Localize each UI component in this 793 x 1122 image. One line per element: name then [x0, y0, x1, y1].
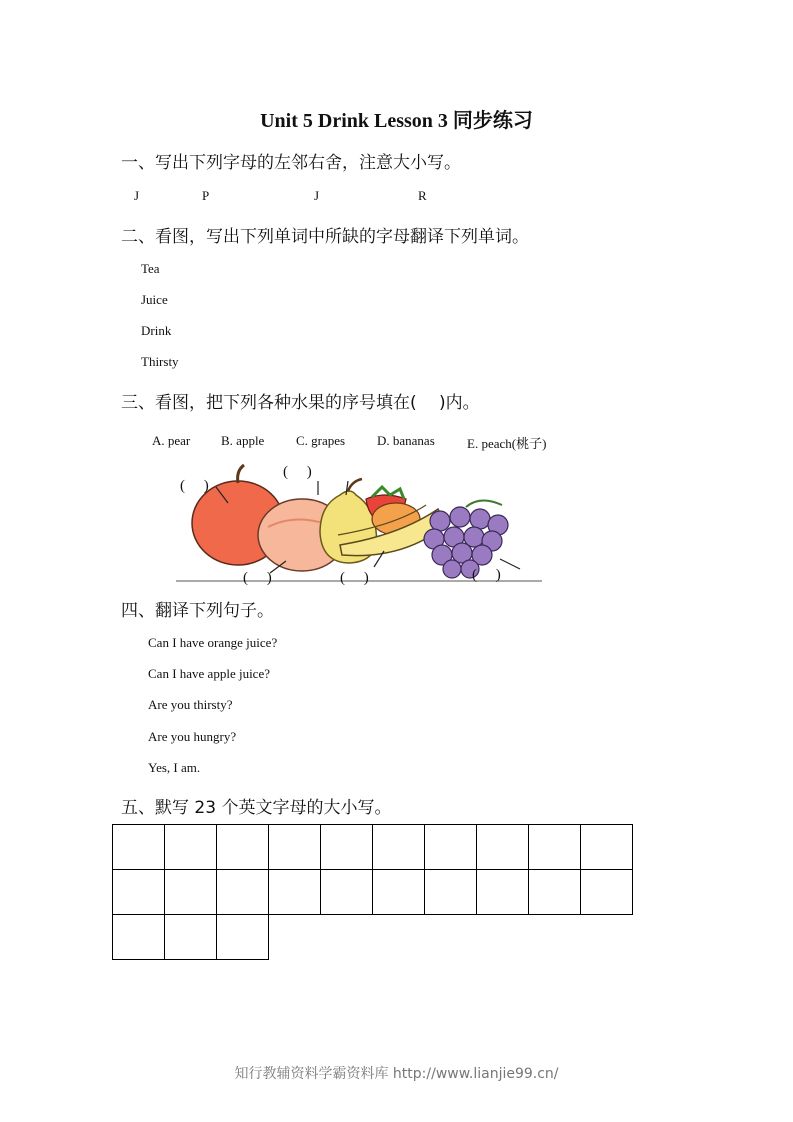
- blank-apple[interactable]: ( ): [180, 478, 209, 494]
- letter-grid: [112, 824, 633, 960]
- sentence-3: Are you thirsty?: [148, 697, 233, 712]
- section1-heading: 一、写出下列字母的左邻右舍，注意大小写。: [121, 153, 461, 173]
- grid-cell[interactable]: [165, 915, 217, 960]
- grid-cell[interactable]: [217, 915, 269, 960]
- grid-cell[interactable]: [217, 870, 269, 915]
- letter-3: J: [314, 188, 320, 203]
- grid-cell[interactable]: [113, 915, 165, 960]
- option-d: D. bananas: [377, 433, 435, 448]
- footer-watermark: 知行教辅资料学霸资料库 http://www.lianjie99.cn/: [234, 1066, 559, 1082]
- sentence-2: Can I have apple juice?: [148, 666, 270, 681]
- grid-cell[interactable]: [269, 825, 321, 870]
- blank-grapes[interactable]: ( ): [472, 567, 501, 583]
- grid-cell[interactable]: [477, 870, 529, 915]
- grid-cell[interactable]: [477, 825, 529, 870]
- letter-2: P: [202, 188, 210, 203]
- grid-cell[interactable]: [269, 870, 321, 915]
- option-b: B. apple: [221, 433, 265, 448]
- word-2: Juice: [141, 292, 168, 307]
- word-3: Drink: [141, 323, 172, 338]
- grid-cell[interactable]: [217, 825, 269, 870]
- section4-heading: 四、翻译下列句子。: [121, 601, 274, 621]
- grid-cell[interactable]: [581, 870, 633, 915]
- sentence-5: Yes, I am.: [148, 760, 201, 775]
- grid-cell[interactable]: [425, 825, 477, 870]
- grid-cell[interactable]: [529, 870, 581, 915]
- word-1: Tea: [141, 261, 160, 276]
- letter-1: J: [134, 188, 140, 203]
- section5-heading: 五、默写 23 个英文字母的大小写。: [121, 798, 392, 818]
- word-4: Thirsty: [141, 354, 179, 369]
- section2-heading: 二、看图，写出下列单词中所缺的字母翻译下列单词。: [121, 227, 529, 247]
- grid-cell[interactable]: [373, 825, 425, 870]
- apple-stem: [238, 465, 244, 483]
- grid-cell[interactable]: [373, 870, 425, 915]
- option-c: C. grapes: [296, 433, 346, 448]
- grid-cell[interactable]: [321, 825, 373, 870]
- grid-cell[interactable]: [529, 825, 581, 870]
- option-e: E. peach(桃子): [467, 436, 547, 451]
- grid-cell[interactable]: [581, 825, 633, 870]
- page-title: Unit 5 Drink Lesson 3 同步练习: [260, 110, 533, 132]
- blank-pear[interactable]: ( ): [283, 464, 312, 480]
- letter-4: R: [418, 188, 427, 203]
- grid-cell[interactable]: [113, 870, 165, 915]
- grid-cell[interactable]: [165, 870, 217, 915]
- grid-cell[interactable]: [165, 825, 217, 870]
- section3-heading: 三、看图，把下列各种水果的序号填在( )内。: [121, 393, 480, 413]
- option-a: A. pear: [152, 433, 191, 448]
- blank-peach[interactable]: ( ): [243, 570, 272, 586]
- sentence-4: Are you hungry?: [148, 729, 237, 744]
- blank-bananas[interactable]: ( ): [340, 570, 369, 586]
- grid-cell[interactable]: [321, 870, 373, 915]
- grid-cell[interactable]: [113, 825, 165, 870]
- sentence-1: Can I have orange juice?: [148, 635, 278, 650]
- grid-cell[interactable]: [425, 870, 477, 915]
